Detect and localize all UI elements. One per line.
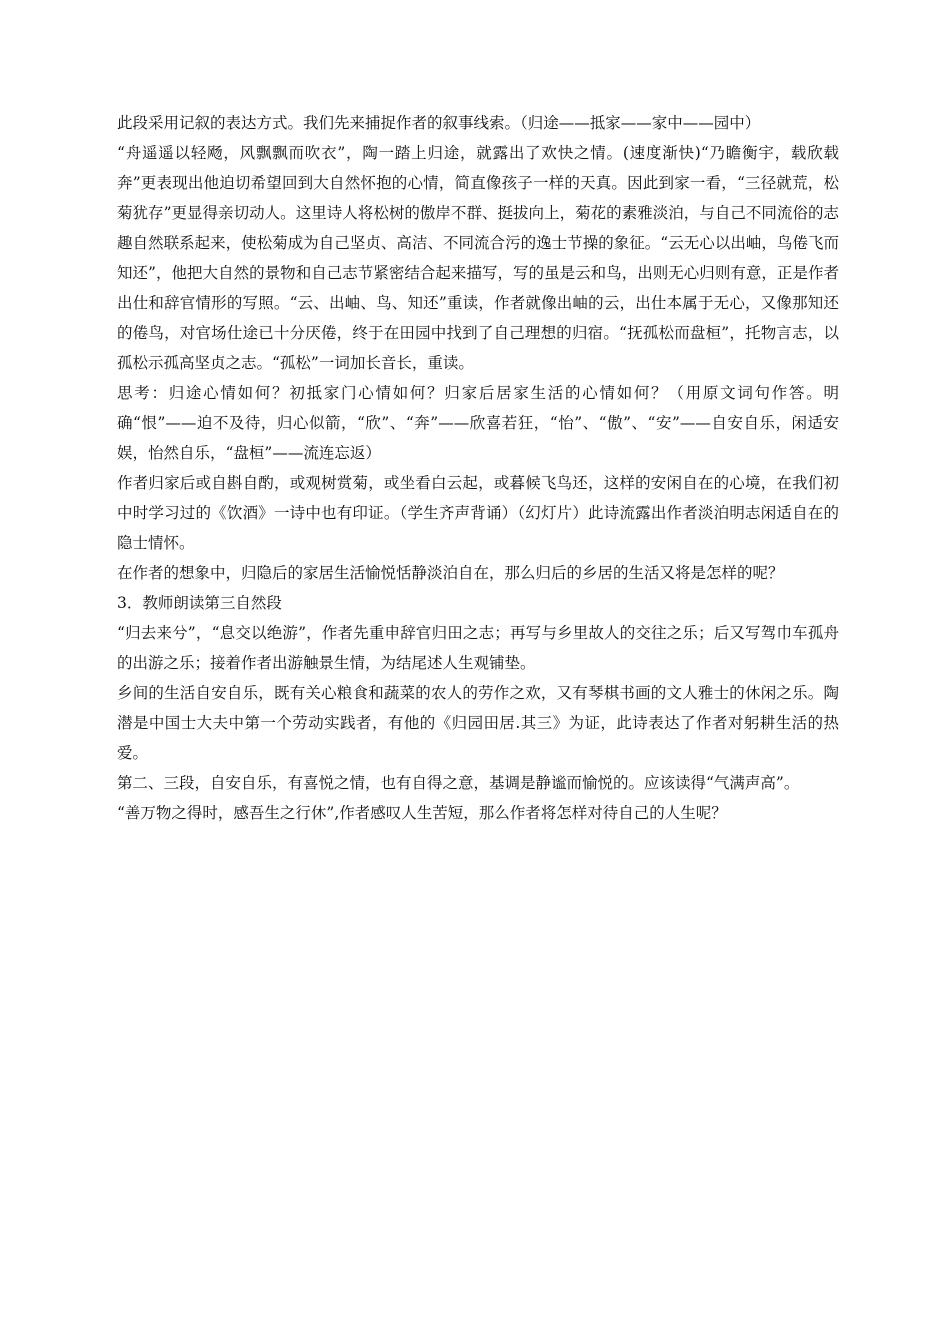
paragraph-rural-life: 乡间的生活自安自乐，既有关心粮食和蔬菜的农人的劳作之欢，又有琴棋书画的文人雅士的休闲之乐。陶潜是中国士大夫中第一个劳动实践者，有他的《归园田居.其三》为证，此诗表达了作者对躬耕生活的热爱。 [117, 684, 839, 762]
paragraph-return-declaration: “归去来兮”，“息交以绝游”，作者先重申辞官归田之志；再写与乡里故人的交往之乐；后又写驾巾车孤舟的出游之乐；接着作者出游触景生情，为结尾述人生观铺垫。 [117, 624, 839, 672]
paragraph-narrative-clue: 此段采用记叙的表达方式。我们先来捕捉作者的叙事线索。（归途——抵家——家中——园中） [117, 114, 761, 132]
paragraph-reading-tone: 第二、三段，自安自乐，有喜悦之情，也有自得之意，基调是静谧而愉悦的。应该读得“气满声高”。 [117, 774, 800, 792]
paragraph-home-life: 作者归家后或自斟自酌，或观树赏菊，或坐看白云起，或暮候飞鸟还，这样的安闲自在的心境，在我们初中时学习过的《饮酒》一诗中也有印证。（学生齐声背诵）（幻灯片）此诗流露出作者淡泊明志闲适自在的隐士情怀。 [117, 474, 839, 552]
paragraph-transition: 在作者的想象中，归隐后的家居生活愉悦恬静淡泊自在，那么归后的乡居的生活又将是怎样的呢？ [117, 564, 784, 582]
document-body [117, 108, 839, 828]
paragraph-thinking-question: 思考：归途心情如何？初抵家门心情如何？归家后居家生活的心情如何？（用原文词句作答。明确“恨”——迫不及待，归心似箭，“欣”、“奔”——欣喜若狂，“怡”、“傲”、“安”——自安自乐，闲适安娱，怡然自乐，“盘桓”——流连忘返） [117, 384, 839, 462]
paragraph-life-question: “善万物之得时，感吾生之行休”,作者感叹人生苦短，那么作者将怎样对待自己的人生呢？ [117, 804, 727, 822]
paragraph-return-journey: “舟遥遥以轻飏，风飘飘而吹衣”，陶一踏上归途，就露出了欢快之情。(速度渐快)“乃瞻衡宇，载欣载奔”更表现出他迫切希望回到大自然怀抱的心情，简直像孩子一样的天真。因此到家一看，“三径就荒，松菊犹存”更显得亲切动人。这里诗人将松树的傲岸不群、挺拔向上，菊花的素雅淡泊，与自己不同流俗的志趣自然联系起来，使松菊成为自己坚贞、高洁、不同流合污的逸士节操的象征。“云无心以出岫，鸟倦飞而知还”，他把大自然的景物和自己志节紧密结合起来描写，写的虽是云和鸟，出则无心归则有意，正是作者出仕和辞官情形的写照。“云、出岫、鸟、知还”重读，作者就像出岫的云，出仕本属于无心，又像那知还的倦鸟，对官场仕途已十分厌倦，终于在田园中找到了自己理想的归宿。“抚孤松而盘桓”，托物言志，以孤松示孤高坚贞之志。“孤松”一词加长音长，重读。 [117, 144, 839, 372]
section-heading-third-paragraph: 3．教师朗读第三自然段 [117, 594, 282, 612]
